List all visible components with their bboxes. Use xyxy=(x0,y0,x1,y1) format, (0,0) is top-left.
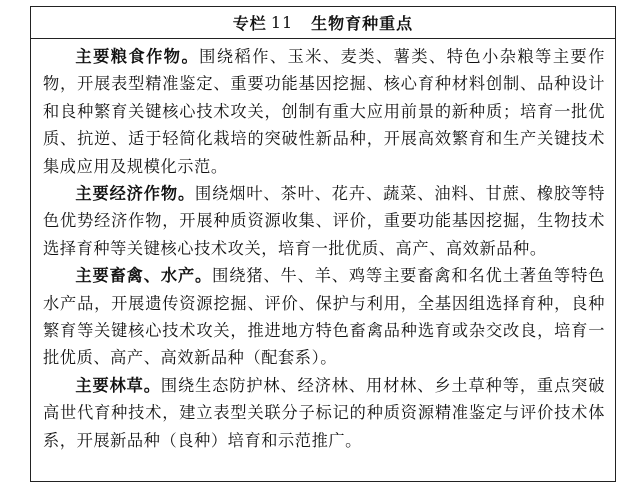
feature-box xyxy=(30,6,616,482)
box-title-prefix: 专栏 xyxy=(232,14,267,33)
section-paragraph-grain-crops xyxy=(43,43,605,180)
section-heading: 主要粮食作物。 xyxy=(75,47,200,66)
section-body: 围绕生态防护林、经济林、用材林、乡土草种等，重点突破高世代育种技术，建立表型关联分子标记的种质资源精准鉴定与评价技术体系，开展新品种（良种）培育和示范推广。 xyxy=(43,375,605,450)
section-body: 围绕猪、牛、羊、鸡等主要畜禽和名优土著鱼等特色水产品，开展遗传资源挖掘、评价、保护与利用，全基因组选择育种，良种繁育等关键核心技术攻关，推进地方特色畜禽品种选育或杂交改良，培育一批优质、高产、高效新品种（配套系）。 xyxy=(43,266,605,368)
section-paragraph-cash-crops xyxy=(43,180,605,262)
section-paragraph-forest-grass xyxy=(43,372,605,454)
section-body: 围绕烟叶、茶叶、花卉、蔬菜、油料、甘蔗、橡胶等特色优势经济作物，开展种质资源收集、评价，重要功能基因挖掘，生物技术选择育种等关键核心技术攻关，培育一批优质、高产、高效新品种。 xyxy=(43,184,605,258)
box-title-number: 11 xyxy=(270,13,294,32)
section-heading: 主要林草。 xyxy=(75,375,161,395)
box-title xyxy=(31,7,615,39)
box-content xyxy=(31,39,615,454)
section-heading: 主要经济作物。 xyxy=(75,184,196,204)
section-paragraph-livestock-aquatic xyxy=(43,262,605,372)
box-title-text: 生物育种重点 xyxy=(311,14,414,33)
section-heading: 主要畜禽、水产。 xyxy=(75,266,213,286)
section-body: 围绕稻作、玉米、麦类、薯类、特色小杂粮等主要作物，开展表型精准鉴定、重要功能基因挖掘、核心育种材料创制、品种设计和良种繁育关键核心技术攻关，创制有重大应用前景的新种质；培育一批优质、抗逆、适于轻简化栽培的突破性新品种，开展高效繁育和生产关键技术集成应用及规模化示范。 xyxy=(43,47,605,176)
